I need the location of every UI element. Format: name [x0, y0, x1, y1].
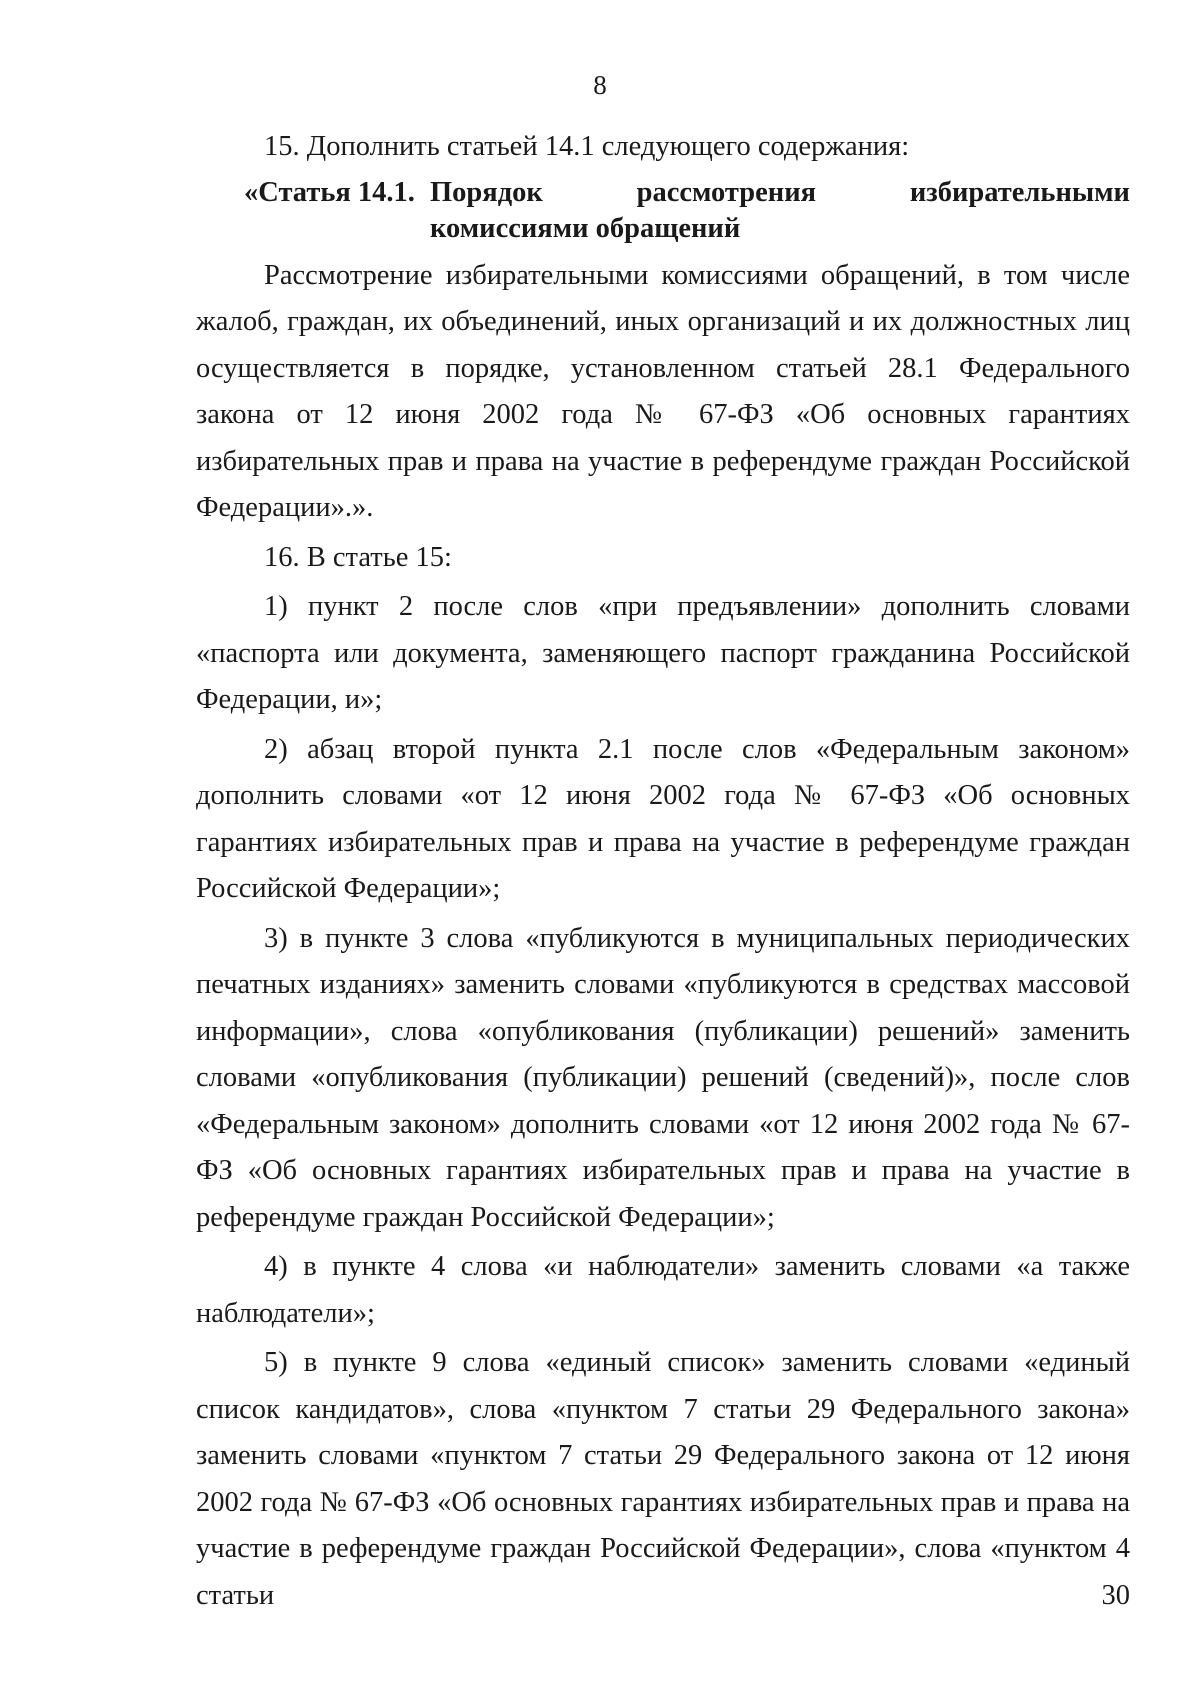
- article-title-word: рассмотрения: [636, 176, 817, 208]
- paragraph-article-text: Рассмотрение избирательными комиссиями обращений, в том числе жалоб, граждан, их объединений, иных организаций и их должностных лиц осуществляется в порядке, установленном статьей 28.1 Федерального закона от 12 июня 2002 года № 67-ФЗ «Об основных гарантиях избирательных прав и права на участие в референдуме граждан Российской Федерации».».: [196, 259, 1130, 523]
- paragraph-subitem-3: 3) в пункте 3 слова «публикуются в муниципальных периодических печатных изданиях» заменить словами «публикуются в средствах массовой информации», слова «опубликования (публикации) решений» заменить словами «опубликования (публикации) решений (сведений)», после слов «Федеральным законом» дополнить словами «от 12 июня 2002 года № 67-ФЗ «Об основных гарантиях избирательных прав и права на участие в референдуме граждан Российской Федерации»;: [196, 922, 1130, 1233]
- document-body: [196, 124, 1130, 1619]
- article-heading: [196, 175, 1130, 247]
- article-title-word: Порядок: [430, 176, 543, 208]
- paragraph-item-16: 16. В статье 15:: [264, 541, 452, 573]
- paragraph-subitem-5: 5) в пункте 9 слова «единый список» заменить словами «единый список кандидатов», слова «пунктом 7 статьи 29 Федерального закона» заменить словами «пунктом 7 статьи 29 Федерального закона от 12 июня 2002 года № 67-ФЗ «Об основных гарантиях избирательных прав и права на участие в референдуме граждан Российской Федерации», слова «пунктом 4 статьи 30: [196, 1347, 1130, 1611]
- page-number: 8: [593, 70, 607, 100]
- article-title-word: избирательными: [909, 176, 1130, 208]
- article-title-line2: комиссиями обращений: [430, 212, 741, 244]
- paragraph-subitem-2: 2) абзац второй пункта 2.1 после слов «Федеральным законом» дополнить словами «от 12 июня 2002 года № 67-ФЗ «Об основных гарантиях избирательных прав и права на участие в референдуме граждан Российской Федерации»;: [196, 733, 1130, 904]
- article-number: «Статья 14.1.: [244, 176, 415, 208]
- paragraph-subitem-4: 4) в пункте 4 слова «и наблюдатели» заменить словами «а также наблюдатели»;: [196, 1251, 1130, 1329]
- paragraph-item-15: 15. Дополнить статьей 14.1 следующего содержания:: [264, 131, 910, 162]
- paragraph-subitem-1: 1) пункт 2 после слов «при предъявлении» дополнить словами «паспорта или документа, заменяющего паспорт гражданина Российской Федерации, и»;: [196, 591, 1130, 715]
- article-title: [430, 175, 1130, 247]
- article-title-line1: [430, 175, 1130, 211]
